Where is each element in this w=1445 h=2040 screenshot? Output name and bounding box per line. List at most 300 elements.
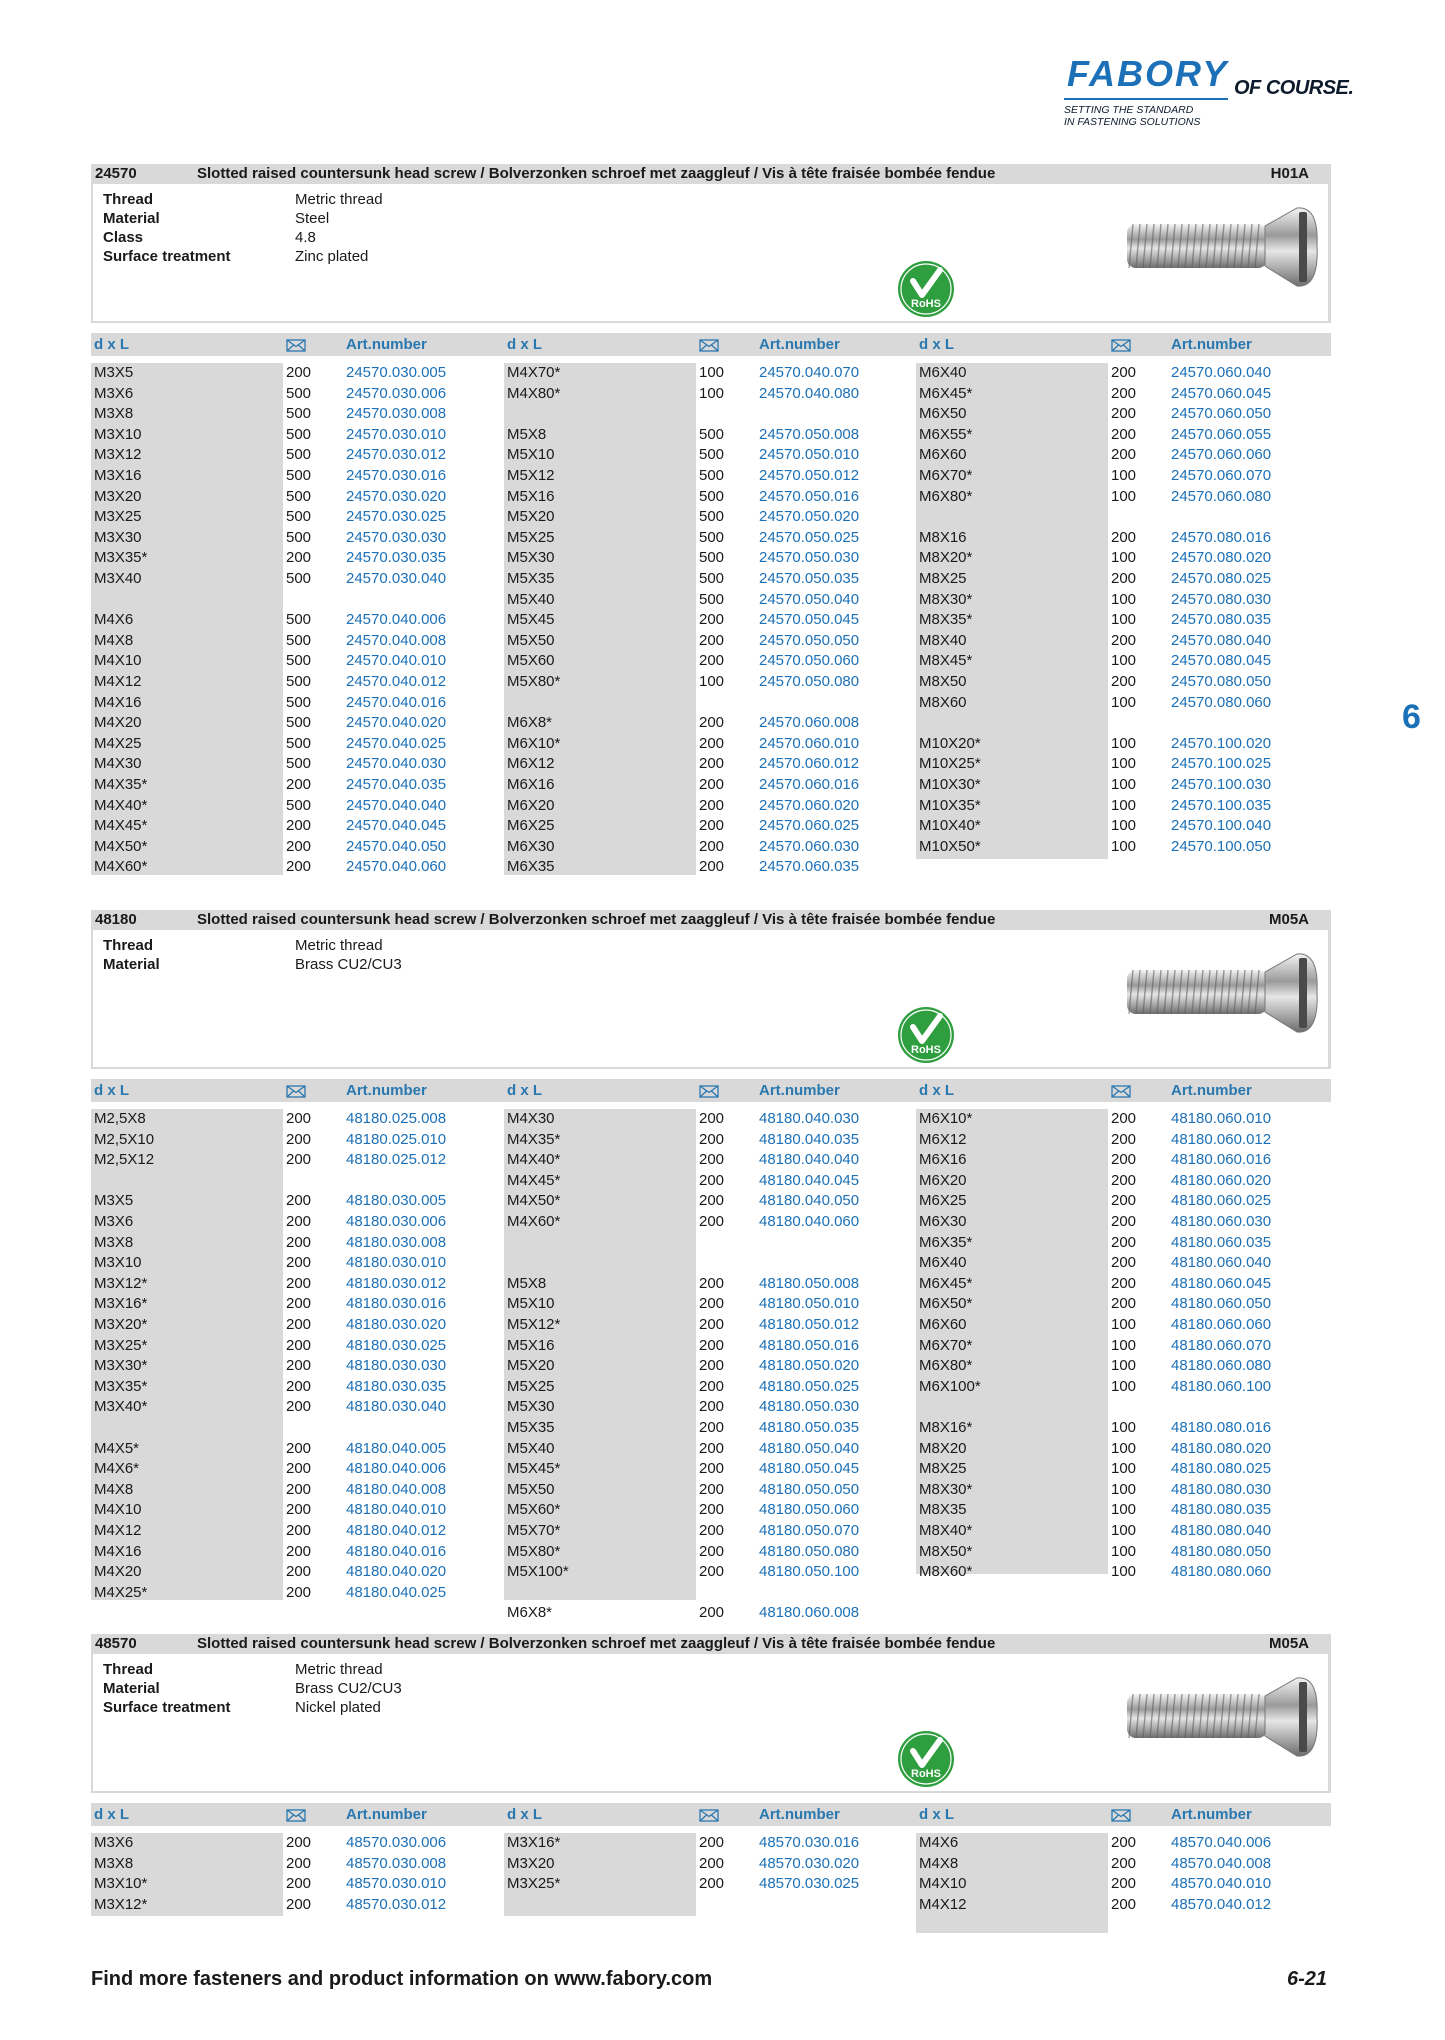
pack-quantity-cell: 200	[699, 1501, 725, 1519]
pack-quantity-cell: 200	[1111, 1895, 1137, 1913]
article-number-link[interactable]: 24570.060.010	[759, 734, 860, 752]
column-header-dxl: d x L	[919, 1082, 955, 1099]
size-cell: M3X20	[507, 1854, 555, 1872]
envelope-icon	[1111, 1809, 1131, 1822]
pack-quantity-cell: 200	[699, 1316, 725, 1333]
envelope-icon	[286, 1809, 306, 1827]
article-number-link[interactable]: 48570.040.012	[1171, 1895, 1272, 1913]
pack-quantity-cell: 500	[286, 673, 312, 690]
article-number-link[interactable]: 24570.050.030	[759, 549, 860, 567]
size-cell: M5X80*	[507, 1542, 561, 1560]
article-number-link[interactable]: 48180.040.040	[759, 1151, 860, 1169]
pack-quantity-cell: 200	[699, 1398, 725, 1416]
article-number-link[interactable]: 48570.030.006	[346, 1834, 447, 1851]
size-cell: M6X50	[919, 405, 967, 423]
article-number-link[interactable]: 48180.040.016	[346, 1542, 447, 1560]
article-number-link[interactable]: 48180.080.025	[1171, 1460, 1272, 1478]
size-cell: M3X25*	[507, 1875, 561, 1893]
article-number-link[interactable]: 48180.050.010	[759, 1295, 860, 1313]
pack-quantity-cell: 500	[286, 508, 312, 526]
article-number-link[interactable]: 48180.080.040	[1171, 1522, 1272, 1539]
article-number-link[interactable]: 24570.050.050	[759, 631, 860, 649]
size-cell: M5X20	[507, 508, 555, 526]
spec-value: 4.8	[295, 229, 316, 246]
pack-quantity-cell: 500	[286, 714, 312, 732]
pack-quantity-cell: 500	[286, 528, 312, 546]
size-cell: M6X30	[919, 1213, 967, 1230]
column-header	[91, 1803, 1331, 1826]
pack-quantity-cell: 100	[1111, 590, 1137, 608]
pack-quantity-cell: 200	[699, 755, 725, 773]
article-number-link[interactable]: 48570.030.008	[346, 1854, 447, 1872]
size-cell: M6X25	[919, 1192, 967, 1210]
article-number-link[interactable]: 24570.050.010	[759, 446, 860, 464]
article-number-link[interactable]: 24570.060.055	[1171, 425, 1272, 443]
size-cell: M4X25	[94, 734, 142, 752]
article-number-link[interactable]: 24570.050.035	[759, 570, 860, 587]
pack-quantity-cell: 200	[699, 796, 725, 814]
size-cell: M8X25	[919, 1460, 967, 1478]
article-number-link[interactable]: 48180.080.060	[1171, 1563, 1272, 1581]
article-number-link[interactable]: 24570.030.012	[346, 446, 447, 464]
pack-quantity-cell: 200	[699, 817, 725, 835]
article-number-link[interactable]: 24570.050.016	[759, 487, 860, 505]
article-number-link[interactable]: 48180.050.030	[759, 1398, 860, 1416]
column-header-dxl: d x L	[507, 336, 543, 353]
article-number-link[interactable]: 24570.060.030	[759, 837, 860, 855]
article-number-link[interactable]: 24570.060.016	[759, 776, 860, 793]
article-number-link[interactable]: 24570.030.020	[346, 487, 447, 505]
article-number-link[interactable]: 24570.030.006	[346, 384, 447, 402]
article-number-link[interactable]: 24570.040.030	[346, 755, 447, 773]
article-number-link[interactable]: 24570.040.080	[759, 384, 860, 402]
rohs-label: RoHS	[911, 298, 941, 310]
article-number-link[interactable]: 24570.100.040	[1171, 817, 1272, 835]
envelope-icon	[1111, 339, 1131, 352]
size-cell: M4X40*	[507, 1151, 561, 1169]
size-cell: M4X30	[94, 755, 142, 773]
article-number-link[interactable]: 48180.060.016	[1171, 1151, 1272, 1169]
column-header-dxl: d x L	[94, 336, 130, 353]
size-cell: M4X50*	[94, 837, 148, 855]
article-number-link[interactable]: 24570.030.016	[346, 467, 447, 484]
pack-quantity-cell: 200	[1111, 570, 1137, 587]
article-number-link[interactable]: 48180.050.045	[759, 1460, 860, 1478]
article-number-link[interactable]: 24570.100.035	[1171, 796, 1272, 814]
article-number-link[interactable]: 24570.100.020	[1171, 734, 1272, 752]
logo-tagline: OF COURSE.	[1234, 77, 1354, 99]
size-cell: M8X40	[919, 631, 967, 649]
pack-quantity-cell: 200	[286, 1895, 312, 1913]
article-number-link[interactable]: 48180.050.020	[759, 1357, 860, 1375]
column-header-dxl: d x L	[919, 1806, 955, 1823]
product-ref: M05A	[1268, 911, 1309, 928]
article-number-link[interactable]: 48570.040.006	[1171, 1834, 1272, 1851]
article-number-link[interactable]: 24570.030.040	[346, 570, 447, 587]
article-number-link[interactable]: 48180.080.035	[1171, 1501, 1272, 1519]
size-cell: M3X6	[94, 1834, 134, 1851]
screw-image	[1123, 948, 1319, 1038]
article-number-link[interactable]: 48180.060.050	[1171, 1295, 1272, 1313]
size-cell: M8X20	[919, 1439, 967, 1457]
fabory-logo	[1064, 54, 1356, 134]
article-number-link[interactable]: 48180.030.025	[346, 1336, 447, 1354]
article-number-link[interactable]: 48180.025.010	[346, 1130, 447, 1148]
spec-value: Metric thread	[295, 191, 383, 208]
article-number-link[interactable]: 24570.100.050	[1171, 837, 1272, 855]
article-number-link[interactable]: 48180.080.020	[1171, 1439, 1272, 1457]
pack-quantity-cell: 200	[286, 1295, 312, 1313]
article-number-link[interactable]: 24570.030.005	[346, 364, 447, 381]
pack-quantity-cell: 200	[1111, 1233, 1137, 1251]
article-number-link[interactable]: 48570.030.010	[346, 1875, 447, 1893]
pack-quantity-cell: 200	[1111, 446, 1137, 464]
article-number-link[interactable]: 48570.030.012	[346, 1895, 447, 1913]
pack-quantity-cell: 500	[286, 425, 312, 443]
article-number-link[interactable]: 24570.030.025	[346, 508, 447, 526]
size-cell: M5X10	[507, 446, 555, 464]
size-cell: M5X12	[507, 467, 555, 484]
pack-quantity-cell: 200	[286, 1583, 312, 1601]
article-number-link[interactable]: 24570.060.040	[1171, 364, 1272, 381]
article-number-link[interactable]: 48180.040.050	[759, 1192, 860, 1210]
pack-quantity-cell: 200	[1111, 1110, 1137, 1127]
article-number-link[interactable]: 48180.060.035	[1171, 1233, 1272, 1251]
size-cell: M6X20	[507, 796, 555, 814]
article-number-link[interactable]: 48180.030.012	[346, 1274, 447, 1292]
article-number-link[interactable]: 48180.050.100	[759, 1563, 860, 1581]
article-number-link[interactable]: 24570.040.035	[346, 776, 447, 793]
article-number-link[interactable]: 48180.050.035	[759, 1419, 860, 1436]
pack-quantity-cell: 200	[699, 1192, 725, 1210]
article-number-link[interactable]: 24570.080.030	[1171, 590, 1272, 608]
article-number-link[interactable]: 48180.040.060	[759, 1213, 860, 1230]
chapter-tab[interactable]: 6	[1402, 698, 1421, 736]
article-number-link[interactable]: 48180.060.030	[1171, 1213, 1272, 1230]
article-number-link[interactable]: 48180.060.080	[1171, 1357, 1272, 1375]
pack-quantity-cell: 100	[1111, 1542, 1137, 1560]
size-cell: M5X100*	[507, 1563, 569, 1581]
article-number-link[interactable]: 48180.060.060	[1171, 1316, 1272, 1333]
size-cell: M4X6	[919, 1834, 959, 1851]
article-number-link[interactable]: 24570.080.045	[1171, 652, 1272, 670]
article-number-link[interactable]: 24570.040.008	[346, 631, 447, 649]
article-number-link[interactable]: 48180.040.020	[346, 1563, 447, 1581]
article-number-link[interactable]: 48180.040.008	[346, 1480, 447, 1498]
article-number-link[interactable]: 24570.030.035	[346, 549, 447, 567]
pack-quantity-cell: 200	[286, 364, 312, 381]
size-cell: M6X8*	[507, 714, 553, 732]
article-number-link[interactable]: 48180.040.006	[346, 1460, 447, 1478]
article-number-link[interactable]: 48180.050.060	[759, 1501, 860, 1519]
size-cell: M6X70*	[919, 1336, 973, 1354]
column-header-art: Art.number	[759, 336, 840, 353]
pack-quantity-cell: 200	[286, 1377, 312, 1395]
pack-quantity-cell: 200	[699, 1875, 725, 1893]
size-cell: M8X50*	[919, 1542, 973, 1560]
size-cell: M3X30*	[94, 1357, 148, 1375]
article-number-link[interactable]: 24570.060.025	[759, 817, 860, 835]
pack-quantity-cell: 200	[286, 1233, 312, 1251]
article-number-link[interactable]: 48180.050.012	[759, 1316, 860, 1333]
article-number-link[interactable]: 48180.030.010	[346, 1254, 447, 1272]
size-cell: M8X16*	[919, 1419, 973, 1436]
size-cell: M4X50*	[507, 1192, 561, 1210]
pack-quantity-cell: 200	[1111, 1875, 1137, 1893]
pack-quantity-cell: 200	[699, 1336, 725, 1354]
article-number-link[interactable]: 24570.060.050	[1171, 405, 1272, 423]
pack-quantity-cell: 100	[1111, 1316, 1137, 1333]
pack-quantity-cell: 500	[286, 755, 312, 773]
article-number-link[interactable]: 24570.060.070	[1171, 467, 1272, 484]
pack-quantity-cell: 100	[699, 673, 725, 690]
rohs-icon	[896, 259, 956, 319]
article-number-link[interactable]: 48180.060.045	[1171, 1274, 1272, 1292]
logo-subtitle	[1064, 104, 1200, 128]
pack-quantity-cell: 200	[1111, 528, 1137, 546]
article-number-link[interactable]: 48180.060.025	[1171, 1192, 1272, 1210]
size-cell: M3X40	[94, 570, 142, 587]
article-number-link[interactable]: 48570.030.016	[759, 1834, 860, 1851]
article-number-link[interactable]: 24570.100.025	[1171, 755, 1272, 773]
article-number-link[interactable]: 48180.040.035	[759, 1130, 860, 1148]
size-cell: M4X35*	[507, 1130, 561, 1148]
size-cell: M3X20	[94, 487, 142, 505]
size-cell: M10X40*	[919, 817, 981, 835]
size-cell: M6X8*	[507, 1604, 553, 1622]
article-number-link[interactable]: 48180.025.008	[346, 1110, 447, 1127]
article-number-link[interactable]: 48180.050.025	[759, 1377, 860, 1395]
article-number-link[interactable]: 48180.040.005	[346, 1439, 447, 1457]
pack-quantity-cell: 500	[699, 570, 725, 587]
article-number-link[interactable]: 24570.050.040	[759, 590, 860, 608]
article-number-link[interactable]: 48180.030.035	[346, 1377, 447, 1395]
size-cell: M6X55*	[919, 425, 973, 443]
product-code: 48570	[95, 1635, 137, 1652]
article-number-link[interactable]: 24570.060.060	[1171, 446, 1272, 464]
pack-quantity-cell: 100	[1111, 1377, 1137, 1395]
size-cell: M8X60*	[919, 1563, 973, 1581]
article-number-link[interactable]: 48180.060.040	[1171, 1254, 1272, 1272]
article-number-link[interactable]: 48180.030.008	[346, 1233, 447, 1251]
article-number-link[interactable]: 48570.030.020	[759, 1854, 860, 1872]
column-header-dxl: d x L	[919, 336, 955, 353]
size-cell: M5X8	[507, 425, 547, 443]
article-number-link[interactable]: 48180.060.020	[1171, 1171, 1272, 1189]
size-cell: M8X30*	[919, 590, 973, 608]
size-cell: M5X60	[507, 652, 555, 670]
article-number-link[interactable]: 24570.060.080	[1171, 487, 1272, 505]
article-number-link[interactable]: 24570.080.040	[1171, 631, 1272, 649]
article-number-link[interactable]: 48180.050.070	[759, 1522, 860, 1539]
article-number-link[interactable]: 24570.030.030	[346, 528, 447, 546]
article-number-link[interactable]: 48180.030.005	[346, 1192, 447, 1210]
pack-quantity-cell: 200	[1111, 631, 1137, 649]
article-number-link[interactable]: 48180.060.008	[759, 1604, 860, 1622]
article-number-link[interactable]: 24570.060.012	[759, 755, 860, 773]
size-cell: M3X12*	[94, 1274, 148, 1292]
article-number-link[interactable]: 24570.050.080	[759, 673, 860, 690]
article-number-link[interactable]: 48180.050.008	[759, 1274, 860, 1292]
envelope-icon	[699, 1085, 719, 1098]
article-number-link[interactable]: 48180.040.010	[346, 1501, 447, 1519]
column-header-dxl: d x L	[507, 1806, 543, 1823]
article-number-link[interactable]: 48180.030.020	[346, 1316, 447, 1333]
pack-quantity-cell: 500	[286, 631, 312, 649]
article-number-link[interactable]: 48180.060.100	[1171, 1377, 1272, 1395]
column-header-dxl: d x L	[94, 1806, 130, 1823]
pack-quantity-cell: 100	[1111, 611, 1137, 629]
article-number-link[interactable]: 24570.040.060	[346, 858, 447, 876]
article-number-link[interactable]: 48180.050.080	[759, 1542, 860, 1560]
size-cell: M3X8	[94, 1233, 134, 1251]
pack-quantity-cell: 200	[699, 611, 725, 629]
article-number-link[interactable]: 24570.080.020	[1171, 549, 1272, 567]
article-number-link[interactable]: 48180.050.040	[759, 1439, 860, 1457]
product-section	[91, 910, 1331, 1622]
pack-quantity-cell: 200	[699, 1522, 725, 1539]
article-number-link[interactable]: 24570.060.020	[759, 796, 860, 814]
article-number-link[interactable]: 24570.080.060	[1171, 693, 1272, 711]
envelope-icon	[286, 339, 306, 357]
article-number-link[interactable]: 24570.080.050	[1171, 673, 1272, 690]
article-number-link[interactable]: 24570.050.025	[759, 528, 860, 546]
pack-quantity-cell: 200	[699, 1542, 725, 1560]
pack-quantity-cell: 200	[699, 858, 725, 876]
size-cell: M6X12	[507, 755, 555, 773]
product-title: Slotted raised countersunk head screw / Bolverzonken schroef met zaaggleuf / Vis à tête fraisée bombée fendue	[197, 165, 996, 182]
column-header-art: Art.number	[759, 1806, 840, 1823]
article-number-link[interactable]: 24570.040.070	[759, 364, 860, 381]
size-cell: M3X16*	[507, 1834, 561, 1851]
spec-value: Brass CU2/CU3	[295, 1680, 402, 1697]
pack-quantity-cell: 200	[699, 1834, 725, 1851]
article-number-link[interactable]: 24570.040.040	[346, 796, 447, 814]
pack-quantity-cell: 200	[286, 1336, 312, 1354]
pack-quantity-cell: 200	[286, 1357, 312, 1375]
pack-quantity-cell: 100	[1111, 1501, 1137, 1519]
envelope-icon	[286, 1085, 306, 1103]
pack-quantity-cell: 200	[286, 1501, 312, 1519]
article-number-link[interactable]: 24570.040.025	[346, 734, 447, 752]
article-number-link[interactable]: 24570.040.012	[346, 673, 447, 690]
article-number-link[interactable]: 24570.050.012	[759, 467, 860, 484]
envelope-icon	[699, 1809, 719, 1827]
rohs-label: RoHS	[911, 1768, 941, 1780]
size-cell: M6X45*	[919, 384, 973, 402]
pack-quantity-cell: 200	[286, 1563, 312, 1581]
article-number-link[interactable]: 48570.030.025	[759, 1875, 860, 1893]
article-number-link[interactable]: 48180.050.050	[759, 1480, 860, 1498]
pack-quantity-cell: 500	[286, 446, 312, 464]
product-header	[91, 164, 1331, 184]
article-number-link[interactable]: 48180.030.030	[346, 1357, 447, 1375]
article-number-link[interactable]: 24570.080.035	[1171, 611, 1272, 629]
article-number-link[interactable]: 48180.050.016	[759, 1336, 860, 1354]
article-number-link[interactable]: 48180.040.012	[346, 1522, 447, 1539]
article-number-link[interactable]: 24570.030.008	[346, 405, 447, 423]
article-number-link[interactable]: 48180.080.050	[1171, 1542, 1272, 1560]
article-number-link[interactable]: 48180.040.030	[759, 1110, 860, 1127]
size-cell: M6X80*	[919, 1357, 973, 1375]
article-number-link[interactable]: 24570.080.025	[1171, 570, 1272, 587]
article-number-link[interactable]: 48180.030.006	[346, 1213, 447, 1230]
size-cell: M6X20	[919, 1171, 967, 1189]
article-number-link[interactable]: 48180.060.012	[1171, 1130, 1272, 1148]
size-cell: M10X30*	[919, 776, 981, 793]
article-number-link[interactable]: 48570.040.008	[1171, 1854, 1272, 1872]
spec-value: Metric thread	[295, 1661, 383, 1678]
article-number-link[interactable]: 24570.040.006	[346, 611, 447, 629]
size-cell: M6X25	[507, 817, 555, 835]
article-number-link[interactable]: 48180.060.010	[1171, 1110, 1272, 1127]
article-number-link[interactable]: 24570.040.020	[346, 714, 447, 732]
pack-quantity-cell: 100	[1111, 837, 1137, 855]
pack-quantity-cell: 200	[699, 1480, 725, 1498]
article-number-link[interactable]: 48180.080.030	[1171, 1480, 1272, 1498]
pack-quantity-cell: 100	[1111, 734, 1137, 752]
article-number-link[interactable]: 24570.050.008	[759, 425, 860, 443]
column-header-art: Art.number	[1171, 1806, 1252, 1823]
size-cell: M5X30	[507, 1398, 555, 1416]
article-number-link[interactable]: 24570.040.050	[346, 837, 447, 855]
size-cell: M4X70*	[507, 364, 561, 381]
pack-quantity-cell: 200	[286, 1254, 312, 1272]
article-number-link[interactable]: 24570.060.035	[759, 858, 860, 876]
size-cell: M6X35*	[919, 1233, 973, 1251]
article-number-link[interactable]: 48570.040.010	[1171, 1875, 1272, 1893]
pack-quantity-cell: 200	[286, 858, 312, 876]
article-number-link[interactable]: 24570.040.016	[346, 693, 447, 711]
size-cell: M3X12*	[94, 1895, 148, 1913]
article-number-link[interactable]: 48180.080.016	[1171, 1419, 1272, 1436]
article-number-link[interactable]: 24570.040.045	[346, 817, 447, 835]
pack-quantity-cell: 200	[1111, 1213, 1137, 1230]
size-cell: M10X35*	[919, 796, 981, 814]
article-number-link[interactable]: 24570.030.010	[346, 425, 447, 443]
article-number-link[interactable]: 48180.030.040	[346, 1398, 447, 1416]
article-number-link[interactable]: 48180.040.025	[346, 1583, 447, 1601]
size-cell: M5X12*	[507, 1316, 561, 1333]
size-cell: M6X30	[507, 837, 555, 855]
size-cell: M8X45*	[919, 652, 973, 670]
pack-quantity-cell: 200	[1111, 384, 1137, 402]
rohs-icon	[896, 1729, 956, 1789]
size-cell: M4X20	[94, 714, 142, 732]
size-cell: M4X10	[94, 652, 142, 670]
article-number-link[interactable]: 24570.050.020	[759, 508, 860, 526]
size-cell: M4X40*	[94, 796, 148, 814]
size-cell: M4X12	[94, 673, 142, 690]
article-number-link[interactable]: 48180.030.016	[346, 1295, 447, 1313]
pack-quantity-cell: 200	[286, 1130, 312, 1148]
article-number-link[interactable]: 24570.060.008	[759, 714, 860, 732]
article-number-link[interactable]: 24570.100.030	[1171, 776, 1272, 793]
article-number-link[interactable]: 48180.060.070	[1171, 1336, 1272, 1354]
article-number-link[interactable]: 24570.040.010	[346, 652, 447, 670]
spec-label: Material	[103, 210, 160, 227]
spec-label: Thread	[103, 191, 154, 208]
article-number-link[interactable]: 48180.040.045	[759, 1171, 860, 1189]
article-number-link[interactable]: 24570.060.045	[1171, 384, 1272, 402]
article-number-link[interactable]: 24570.080.016	[1171, 528, 1272, 546]
pack-quantity-cell: 500	[286, 652, 312, 670]
article-number-link[interactable]: 24570.050.045	[759, 611, 860, 629]
article-number-link[interactable]: 24570.050.060	[759, 652, 860, 670]
size-cell: M6X35	[507, 858, 555, 876]
article-number-link[interactable]: 48180.025.012	[346, 1151, 447, 1169]
size-cell: M4X5*	[94, 1439, 140, 1457]
